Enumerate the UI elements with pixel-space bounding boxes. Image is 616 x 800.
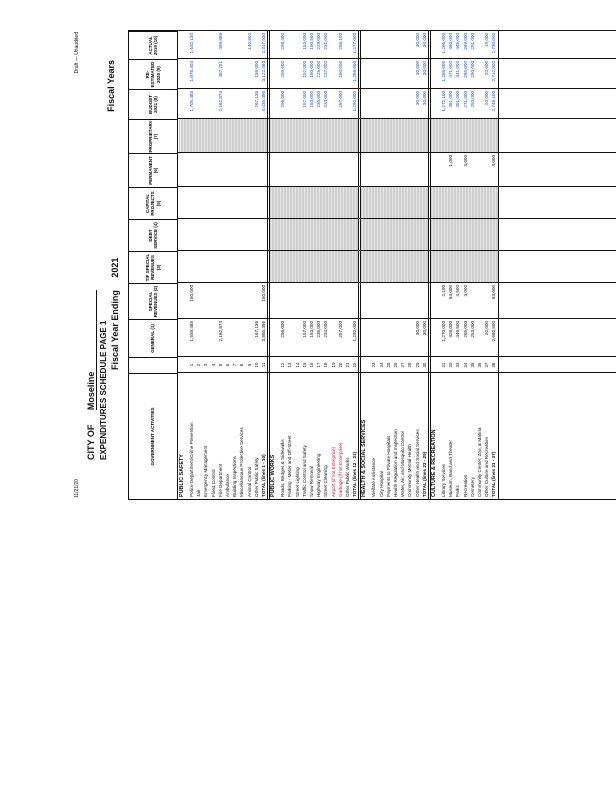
- table-row: [217, 31, 224, 499]
- cell-permanent: 4,000: [491, 155, 497, 167]
- cell-budget: 1,705,485: [189, 91, 194, 112]
- section-title: CULTURE & RECREATION: [431, 429, 437, 497]
- row-label: Airport (if not Enterprise): [330, 446, 336, 497]
- cell-general: 253,000: [469, 321, 475, 338]
- cell-budget: 4,035,495: [261, 91, 266, 112]
- cell-reestimated: 237,000: [323, 61, 329, 78]
- line-number: 22: [352, 362, 358, 368]
- table-row: [188, 31, 195, 499]
- row-label: Highway Engineering: [316, 453, 322, 497]
- row-label: TOTAL (lines 31 - 37): [491, 451, 497, 497]
- cell-actual: 255,100: [337, 33, 343, 50]
- cell-budget: 1,292,000: [352, 91, 358, 112]
- cell-general: 235,000: [316, 321, 322, 338]
- cell-reestimated: 250,000: [469, 61, 475, 78]
- cell-actual: 1,266,000: [441, 33, 446, 54]
- cell-actual: 489,888: [217, 33, 223, 50]
- cell-actual: 2,317,530: [261, 33, 266, 54]
- row-label: Miscellaneous Protective Services: [239, 427, 245, 497]
- cell-permanent: 1,000: [448, 155, 454, 167]
- cell-general: 30,000: [414, 321, 420, 336]
- table-row: [238, 31, 245, 499]
- table-row: [286, 31, 293, 499]
- line-number: 28: [407, 362, 413, 368]
- cell-actual: 153,000: [301, 33, 307, 50]
- line-number: 13: [287, 362, 293, 368]
- line-number: 26: [393, 362, 398, 368]
- row-label: Library Services: [441, 464, 446, 497]
- table-row: [246, 31, 253, 499]
- line-number: 7: [232, 363, 238, 367]
- cell-budget: 481,000: [448, 91, 454, 108]
- line-number: 35: [469, 362, 475, 368]
- table-row: [195, 31, 202, 499]
- table-row: [462, 31, 469, 499]
- table-row: [440, 31, 447, 499]
- row-label: Other Public Safety: [253, 457, 259, 497]
- row-label: Payments to Private Hospitals: [385, 435, 391, 497]
- line-number: 4: [210, 363, 216, 367]
- column-header-budget: BUDGET 2021 (8): [129, 89, 177, 119]
- cell-actual: 150,500: [309, 33, 314, 50]
- section-title: PUBLIC WORKS: [270, 454, 277, 497]
- cell-reestimated: 20,000: [484, 61, 490, 76]
- cell-budget: 451,000: [455, 91, 461, 108]
- page-header-marks: [72, 30, 84, 500]
- total-row: [351, 31, 359, 499]
- row-label: Other Culture and Recreation: [484, 436, 490, 497]
- cell-general: 30,000: [421, 321, 427, 336]
- cell-budget: 253,000: [469, 91, 475, 108]
- total-row: [490, 31, 498, 499]
- table-row: [294, 31, 301, 499]
- cell-special: 54,000: [448, 285, 454, 300]
- cell-reestimated: 487,751: [217, 61, 223, 78]
- section-header: [179, 31, 186, 499]
- cell-actual: 445,000: [455, 33, 461, 50]
- line-number: 24: [378, 362, 384, 368]
- city-line: [86, 290, 97, 460]
- cell-reestimated: 2,712,000: [491, 61, 497, 82]
- total-row: [421, 31, 429, 499]
- fiscal-year-line: [110, 258, 120, 370]
- column-header-activities: GOVERNMENT ACTIVITIES: [129, 373, 177, 499]
- section-title: PUBLIC SAFETY: [179, 454, 185, 497]
- cell-reestimated: 225,000: [316, 61, 322, 78]
- table-row: [483, 31, 490, 499]
- cell-reestimated: 441,000: [455, 61, 461, 78]
- column-header-capital: CAPITAL PROJECTS (5): [129, 187, 177, 219]
- table-row: [330, 31, 337, 499]
- line-number: 12: [280, 362, 286, 368]
- cell-general: 153,000: [309, 321, 314, 338]
- row-label: Welfare Assistance: [371, 458, 377, 497]
- cell-actual: 231,000: [323, 33, 329, 50]
- table-row: [476, 31, 483, 499]
- city-label: CITY OF: [86, 424, 96, 460]
- cell-reestimated: 150,000: [309, 61, 314, 78]
- table-row: [469, 31, 476, 499]
- cell-actual: 140,602: [246, 33, 252, 50]
- column-header-reestimated: RE-ESTIMATED 2020 (9): [129, 59, 177, 89]
- row-label: TOTAL (lines 12 - 21): [352, 451, 358, 497]
- column-header-tif: TIF SPECIAL REVENUES (3): [129, 251, 177, 283]
- cell-special: 150,000: [261, 285, 266, 302]
- cell-general: 2,162,874: [217, 321, 223, 342]
- line-number: 38: [491, 362, 497, 368]
- row-label: Other Public Works: [345, 457, 350, 497]
- table-row: [370, 31, 377, 499]
- line-number: 20: [337, 362, 343, 368]
- expenditures-table: [128, 30, 616, 500]
- line-number: 29: [414, 362, 420, 368]
- row-label: Cemetery: [469, 477, 475, 497]
- line-number: 34: [462, 362, 468, 368]
- title-block: [86, 30, 126, 500]
- cell-actual: 2,730,000: [491, 33, 497, 54]
- row-label: TOTAL (lines 1 - 10): [261, 454, 266, 497]
- table-row: [406, 31, 413, 499]
- section-title: HEALTH & SOCIAL SERVICES: [361, 419, 368, 497]
- cell-actual: 229,000: [316, 33, 322, 50]
- section-header: [431, 31, 438, 499]
- table-row: [344, 31, 351, 499]
- line-number: 1: [189, 363, 194, 367]
- cell-reestimated: 158,000: [253, 61, 259, 78]
- column-header-num: [129, 357, 177, 373]
- line-number: 18: [323, 362, 329, 368]
- row-label: City Hospital: [378, 471, 384, 497]
- line-number: 9: [246, 363, 252, 367]
- cell-general: 3,885,495: [261, 321, 266, 342]
- table-row: [315, 31, 322, 499]
- line-number: 17: [316, 362, 322, 368]
- expenditures-sheet: [72, 30, 616, 500]
- line-number: 10: [253, 362, 259, 368]
- cell-general: 257,000: [337, 321, 343, 338]
- row-label: Police Department/Crime Prevention: [189, 422, 194, 497]
- row-label: Snow Removal: [309, 466, 314, 497]
- fiscal-years-label: Fiscal Years: [106, 60, 116, 112]
- cell-budget: 1,272,100: [441, 91, 446, 112]
- line-number: 23: [371, 362, 377, 368]
- cell-reestimated: 30,000: [414, 61, 420, 76]
- cell-reestimated: 1,265,000: [441, 61, 446, 82]
- line-number: 37: [484, 362, 490, 368]
- cell-reestimated: 3,122,383: [261, 61, 266, 82]
- cell-special: 63,600: [491, 285, 497, 300]
- row-label: Jail: [196, 490, 202, 497]
- table-row: [392, 31, 399, 499]
- cell-budget: 30,000: [421, 91, 427, 106]
- date-mark: 11/21/20: [74, 478, 80, 498]
- column-header-actual: ACTUAL 2019 (10): [129, 31, 177, 59]
- line-number: 36: [477, 362, 482, 368]
- row-label: Street Lighting: [294, 467, 300, 497]
- cell-general: 167,136: [253, 321, 259, 338]
- cell-budget: 167,136: [253, 91, 259, 108]
- cell-budget: 256,000: [280, 91, 286, 108]
- cell-general: 20,000: [484, 321, 490, 336]
- cell-permanent: 3,000: [462, 155, 468, 167]
- cell-actual: 258,400: [280, 33, 286, 50]
- line-number: 31: [441, 362, 446, 368]
- row-label: Garbage (if not Enterprise): [337, 442, 343, 497]
- column-header-proprietary: PROPRIETARY (7): [129, 119, 177, 153]
- line-number: 15: [301, 362, 307, 368]
- row-label: Water, Air, and Mosquito Control: [400, 431, 406, 497]
- cell-actual: 1,277,000: [352, 33, 358, 54]
- row-label: Museum, Band and Theater: [448, 440, 454, 497]
- column-header-permanent: PERMANENT (6): [129, 153, 177, 187]
- row-label: Recreation: [462, 474, 468, 497]
- cell-actual: 30,000: [414, 33, 420, 48]
- city-name: Moseline: [86, 290, 97, 410]
- table-row: [337, 31, 344, 499]
- cell-budget: 30,000: [414, 91, 420, 106]
- cell-general: 256,000: [280, 321, 286, 338]
- cell-actual: 30,000: [421, 33, 427, 48]
- table-row: [308, 31, 315, 499]
- table-row: [454, 31, 461, 499]
- line-number: 16: [309, 362, 314, 368]
- row-label: Parks: [455, 485, 461, 497]
- cell-general: 1,555,485: [189, 321, 194, 342]
- cell-general: 2,680,500: [491, 321, 497, 342]
- line-number: 27: [400, 362, 406, 368]
- table-row: [224, 31, 231, 499]
- row-label: Other Health and Social Services: [414, 429, 420, 497]
- schedule-title: EXPENDITURES SCHEDULE PAGE 1: [99, 320, 108, 460]
- row-label: Building Inspections: [232, 456, 238, 497]
- row-label: Roads, Bridges & Sidewalks: [280, 439, 286, 497]
- column-header-general: GENERAL (1): [129, 319, 177, 357]
- column-header-special: SPECIAL REVENUES (2): [129, 283, 177, 319]
- cell-general: 1,292,000: [352, 321, 358, 342]
- cell-actual: 480,000: [448, 33, 454, 50]
- row-label: Street Cleaning: [323, 465, 329, 497]
- cell-actual: 269,000: [462, 33, 468, 50]
- cell-general: 234,000: [323, 321, 329, 338]
- table-row: [253, 31, 260, 499]
- row-label: Health Regulation and Inspection: [393, 429, 398, 497]
- fiscal-year-value: 2021: [110, 257, 120, 278]
- cell-budget: 2,748,100: [491, 91, 497, 112]
- row-label: Fire Department: [217, 463, 223, 497]
- fiscal-year-label: Fiscal Year Ending: [110, 290, 120, 370]
- row-label: Emergency Management: [203, 445, 209, 497]
- cell-general: 265,000: [462, 321, 468, 338]
- row-label: Traffic Control and Safety: [301, 445, 307, 497]
- line-number: 21: [345, 362, 350, 368]
- table-row: [210, 31, 217, 499]
- cell-reestimated: 30,000: [421, 61, 427, 76]
- line-number: 3: [203, 363, 209, 367]
- section-header: [361, 31, 368, 499]
- table-row: [399, 31, 406, 499]
- cell-reestimated: 1,269,000: [352, 61, 358, 82]
- cell-actual: 1,632,130: [189, 33, 194, 54]
- cell-special: 3,000: [462, 285, 468, 297]
- cell-budget: 2,162,874: [217, 91, 223, 112]
- line-number: 32: [448, 362, 454, 368]
- line-number: 33: [455, 362, 461, 368]
- cell-budget: 257,000: [337, 91, 343, 108]
- line-number: 2: [196, 363, 202, 367]
- cell-budget: 20,000: [484, 91, 490, 106]
- line-number: 19: [330, 362, 336, 368]
- table-body: [177, 31, 616, 499]
- line-number: 11: [261, 362, 266, 368]
- column-header-row: [129, 31, 178, 499]
- cell-reestimated: 1,678,403: [189, 61, 194, 82]
- row-label: Ambulance: [225, 474, 230, 497]
- draft-mark: Draft — Unaudited: [74, 32, 80, 74]
- cell-special: 2,100: [441, 285, 446, 297]
- table-row: [322, 31, 329, 499]
- line-number: 14: [294, 362, 300, 368]
- table-row: [378, 31, 385, 499]
- cell-reestimated: 265,000: [462, 61, 468, 78]
- line-number: 5: [217, 363, 223, 367]
- table-row: [414, 31, 421, 499]
- total-row: [260, 31, 268, 499]
- cell-budget: 271,000: [462, 91, 468, 108]
- line-number: 8: [239, 363, 245, 367]
- cell-reestimated: 471,000: [448, 61, 454, 78]
- table-row: [279, 31, 286, 499]
- row-label: Animal Control: [246, 466, 252, 497]
- cell-reestimated: 250,000: [337, 61, 343, 78]
- column-header-debt: DEBT SERVICE (4): [129, 219, 177, 251]
- table-row: [301, 31, 308, 499]
- cell-reestimated: 152,000: [301, 61, 307, 78]
- table-row: [202, 31, 209, 499]
- line-number: 25: [385, 362, 391, 368]
- cell-general: 1,270,000: [441, 321, 446, 342]
- cell-reestimated: 255,000: [280, 61, 286, 78]
- table-row: [231, 31, 238, 499]
- cell-budget: 157,000: [301, 91, 307, 108]
- cell-general: 157,000: [301, 321, 307, 338]
- table-row: [447, 31, 454, 499]
- row-label: Community Mental Health: [407, 444, 413, 497]
- cell-actual: 251,000: [469, 33, 475, 50]
- table-row: [385, 31, 392, 499]
- cell-special: 4,500: [455, 285, 461, 297]
- row-label: Parking - Meter and Off-Street: [287, 435, 293, 497]
- section-header: [270, 31, 277, 499]
- cell-budget: 235,000: [316, 91, 322, 108]
- line-number: 30: [421, 362, 427, 368]
- row-label: TOTAL (lines 23 - 29): [421, 451, 427, 497]
- line-number: 6: [225, 363, 230, 367]
- cell-special: 150,000: [189, 285, 194, 302]
- row-label: Flood Control: [210, 469, 216, 497]
- cell-budget: 153,000: [309, 91, 314, 108]
- cell-general: 426,000: [448, 321, 454, 338]
- cell-general: 446,500: [455, 321, 461, 338]
- row-label: Community Center, Zoo, & Marina: [477, 427, 482, 497]
- cell-budget: 234,000: [323, 91, 329, 108]
- cell-actual: 19,000: [484, 33, 490, 48]
